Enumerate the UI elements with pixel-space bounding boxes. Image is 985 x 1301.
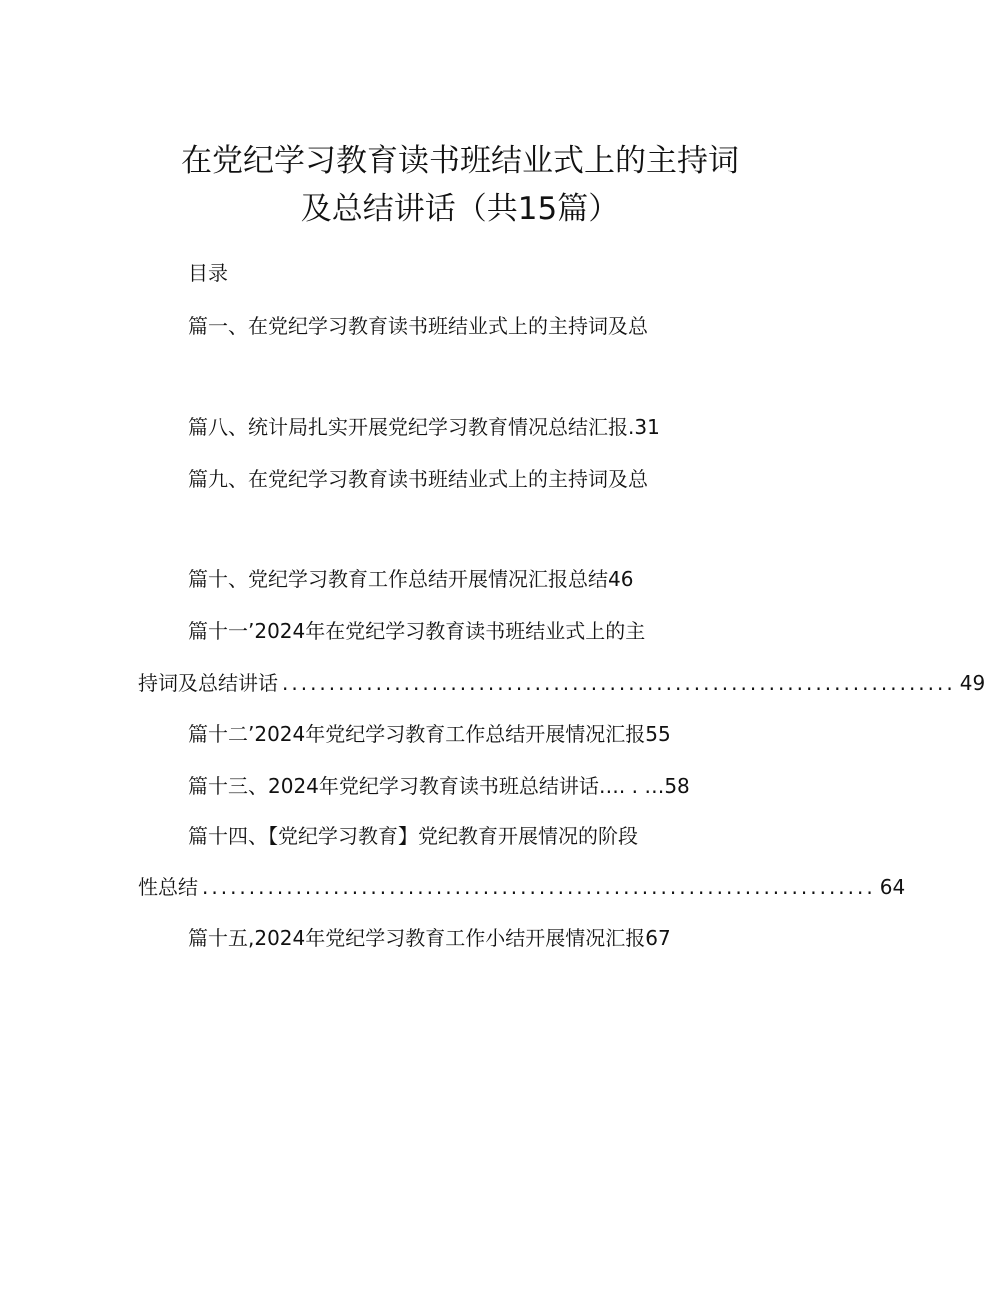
toc-entry-14-line-1[interactable]: 篇十四、【党纪学习教育】党纪教育开展情况的阶段 [188,824,638,848]
toc-entry-14-page: 64 [879,875,906,899]
toc-entry-1[interactable]: 篇一、在党纪学习教育读书班结业式上的主持词及总 [188,314,648,338]
toc-entry-14-text: 性总结 [138,875,198,899]
toc-entry-11-text: 持词及总结讲话 [138,671,278,695]
toc-entry-11-page: 49 [959,671,985,695]
toc-entry-15[interactable]: 篇十五,2024年党纪学习教育工作小结开展情况汇报67 [188,926,671,950]
toc-leader-dots: ........................................................................ [282,671,956,695]
toc-leader-dots: ........................................................................ [202,875,876,899]
toc-entry-13[interactable]: 篇十三、2024年党纪学习教育读书班总结讲话…. . …58 [188,774,690,798]
toc-entry-11-line-2[interactable] [138,669,985,697]
toc-entry-10[interactable]: 篇十、党纪学习教育工作总结开展情况汇报总结46 [188,567,634,591]
toc-heading: 目录 [188,261,228,285]
toc-entry-8[interactable]: 篇八、统计局扎实开展党纪学习教育情况总结汇报.31 [188,415,660,439]
toc-entry-11-line-1[interactable]: 篇十一’2024年在党纪学习教育读书班结业式上的主 [188,619,646,643]
toc-entry-9[interactable]: 篇九、在党纪学习教育读书班结业式上的主持词及总 [188,467,648,491]
toc-entry-12[interactable]: 篇十二’2024年党纪学习教育工作总结开展情况汇报55 [188,722,671,746]
toc-entry-14-line-2[interactable] [138,873,906,901]
document-title-line-2: 及总结讲话（共15篇） [300,191,620,227]
document-title-line-1: 在党纪学习教育读书班结业式上的主持词 [181,143,739,179]
